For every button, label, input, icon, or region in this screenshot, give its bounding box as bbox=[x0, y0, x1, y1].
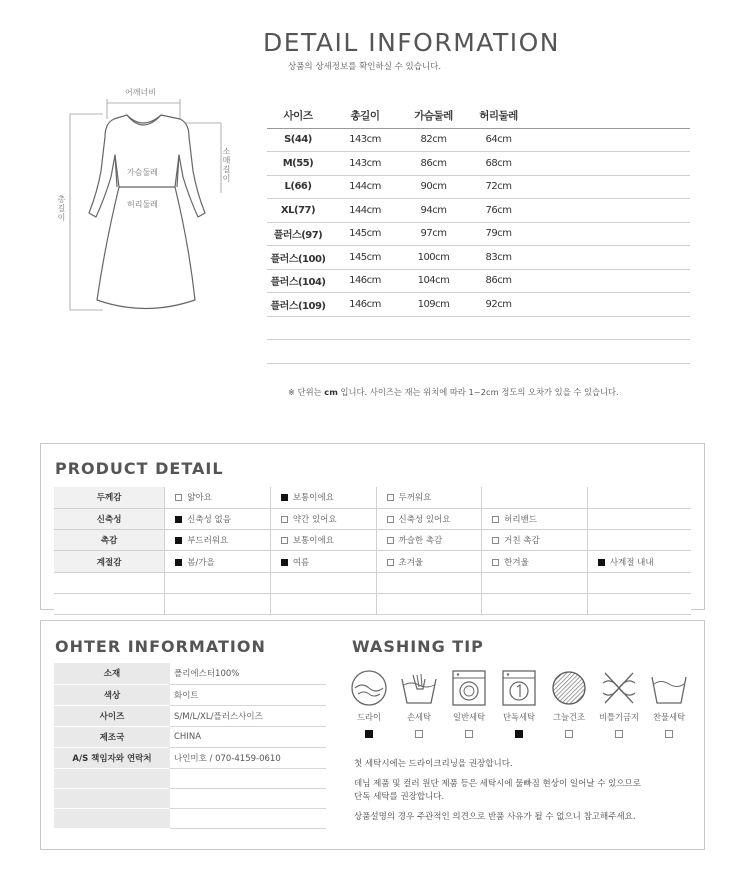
detail-title: DETAIL INFORMATION bbox=[263, 28, 560, 57]
unit-note-prefix: ※ 단위는 bbox=[288, 387, 325, 397]
waist-cell: 72cm bbox=[466, 175, 531, 199]
chest-label: 가슴둘레 bbox=[127, 168, 158, 177]
size-row-blank bbox=[267, 316, 690, 340]
wash-item-no-wring bbox=[596, 669, 642, 742]
empty-cell bbox=[170, 808, 326, 828]
product-detail-option bbox=[270, 551, 376, 572]
option-checkbox bbox=[175, 559, 182, 566]
other-info-label: 사이즈 bbox=[54, 705, 170, 726]
chest-cell: 100cm bbox=[401, 246, 466, 270]
product-detail-option bbox=[482, 508, 588, 529]
separate-wash-icon bbox=[499, 669, 539, 707]
other-info-row bbox=[54, 663, 326, 684]
empty-cell bbox=[531, 246, 690, 270]
unit-note-suffix: 입니다. 사이즈는 재는 위치에 따라 1~2cm 정도의 오차가 있을 수 있습니다. bbox=[337, 387, 619, 397]
option-checkbox bbox=[281, 516, 288, 523]
other-info-label: 색상 bbox=[54, 684, 170, 705]
option-checkbox bbox=[387, 559, 394, 566]
product-detail-option bbox=[376, 508, 482, 529]
empty-cell bbox=[376, 593, 482, 614]
option-checkbox bbox=[492, 516, 499, 523]
empty-cell bbox=[54, 788, 170, 808]
other-info-label: 소재 bbox=[54, 663, 170, 684]
empty-cell bbox=[170, 768, 326, 788]
size-cell: XL(77) bbox=[267, 199, 329, 223]
machine-wash-icon bbox=[449, 669, 489, 707]
size-table-header bbox=[267, 104, 690, 128]
wash-checkbox bbox=[665, 730, 673, 738]
product-detail-option bbox=[482, 530, 588, 551]
other-info-label: 제조국 bbox=[54, 726, 170, 747]
empty-cell bbox=[531, 152, 690, 176]
size-table bbox=[267, 104, 690, 364]
washing-icons bbox=[346, 669, 691, 749]
size-cell: 플러스(97) bbox=[267, 222, 329, 246]
chest-cell: 82cm bbox=[401, 128, 466, 152]
waist-header: 허리둘레 bbox=[466, 104, 531, 128]
other-info-row-blank bbox=[54, 788, 326, 808]
size-cell: 플러스(100) bbox=[267, 246, 329, 270]
waist-label: 허리둘레 bbox=[127, 200, 158, 209]
product-detail-option bbox=[165, 487, 271, 508]
product-detail-option bbox=[376, 487, 482, 508]
other-info-row bbox=[54, 747, 326, 768]
chest-cell: 86cm bbox=[401, 152, 466, 176]
waist-cell: 86cm bbox=[466, 269, 531, 293]
size-row bbox=[267, 152, 690, 176]
other-info-panel bbox=[40, 620, 705, 850]
option-label: 한겨울 bbox=[504, 557, 529, 568]
wash-item-hand-wash bbox=[396, 669, 442, 742]
length-cell: 144cm bbox=[329, 199, 401, 223]
option-label: 허리밴드 bbox=[504, 514, 538, 525]
product-detail-option bbox=[587, 508, 691, 529]
other-info-table bbox=[54, 663, 326, 829]
wash-item-machine-wash bbox=[446, 669, 492, 742]
empty-header bbox=[531, 104, 690, 128]
waist-cell: 92cm bbox=[466, 293, 531, 317]
product-detail-option bbox=[165, 551, 271, 572]
size-cell: L(66) bbox=[267, 175, 329, 199]
product-detail-option bbox=[165, 530, 271, 551]
wash-checkbox bbox=[615, 730, 623, 738]
cold-wash-icon bbox=[649, 669, 689, 707]
chest-cell: 104cm bbox=[401, 269, 466, 293]
other-info-row bbox=[54, 726, 326, 747]
size-header: 사이즈 bbox=[267, 104, 329, 128]
option-checkbox bbox=[175, 494, 182, 501]
wash-label: 단독세탁 bbox=[502, 712, 536, 722]
empty-cell bbox=[54, 593, 165, 614]
size-row bbox=[267, 246, 690, 270]
dry-clean-icon bbox=[349, 669, 389, 707]
option-checkbox bbox=[598, 559, 605, 566]
chest-cell: 94cm bbox=[401, 199, 466, 223]
empty-cell bbox=[54, 808, 170, 828]
empty-cell bbox=[587, 572, 691, 593]
size-row bbox=[267, 128, 690, 152]
size-cell: M(55) bbox=[267, 152, 329, 176]
chest-cell: 90cm bbox=[401, 175, 466, 199]
option-label: 약간 있어요 bbox=[292, 514, 337, 525]
length-cell: 146cm bbox=[329, 269, 401, 293]
hand-wash-icon bbox=[399, 669, 439, 707]
size-row bbox=[267, 269, 690, 293]
size-row bbox=[267, 293, 690, 317]
wash-item-shade-dry bbox=[546, 669, 592, 742]
option-checkbox bbox=[175, 516, 182, 523]
option-label: 부드러워요 bbox=[187, 536, 229, 547]
other-info-row-blank bbox=[54, 768, 326, 788]
empty-cell bbox=[482, 593, 588, 614]
option-label: 보통이에요 bbox=[292, 493, 334, 504]
option-label: 까슬한 촉감 bbox=[398, 536, 443, 547]
length-cell: 145cm bbox=[329, 246, 401, 270]
empty-cell bbox=[531, 222, 690, 246]
length-cell: 143cm bbox=[329, 128, 401, 152]
empty-cell bbox=[54, 572, 165, 593]
product-detail-label: 계절감 bbox=[54, 551, 165, 572]
wash-label: 그늘건조 bbox=[552, 712, 586, 722]
option-label: 봄/가을 bbox=[187, 557, 215, 568]
empty-cell bbox=[531, 199, 690, 223]
empty-cell bbox=[270, 572, 376, 593]
waist-cell: 83cm bbox=[466, 246, 531, 270]
empty-cell bbox=[170, 788, 326, 808]
product-detail-title: PRODUCT DETAIL bbox=[55, 459, 224, 478]
length-cell: 144cm bbox=[329, 175, 401, 199]
product-detail-table bbox=[54, 487, 691, 615]
other-info-value: CHINA bbox=[170, 726, 326, 747]
wash-item-separate-wash bbox=[496, 669, 542, 742]
size-row bbox=[267, 175, 690, 199]
empty-cell bbox=[531, 269, 690, 293]
empty-cell bbox=[267, 316, 690, 340]
product-detail-label: 두께감 bbox=[54, 487, 165, 508]
chest-cell: 109cm bbox=[401, 293, 466, 317]
option-checkbox bbox=[492, 537, 499, 544]
option-label: 두꺼워요 bbox=[398, 493, 432, 504]
option-checkbox bbox=[387, 537, 394, 544]
wash-label: 찬물세탁 bbox=[652, 712, 686, 722]
waist-cell: 64cm bbox=[466, 128, 531, 152]
length-cell: 143cm bbox=[329, 152, 401, 176]
size-row bbox=[267, 199, 690, 223]
shoulder-label: 어깨너비 bbox=[125, 88, 156, 97]
product-detail-option bbox=[587, 551, 691, 572]
waist-cell: 76cm bbox=[466, 199, 531, 223]
waist-cell: 79cm bbox=[466, 222, 531, 246]
product-detail-option bbox=[376, 551, 482, 572]
product-detail-option bbox=[270, 508, 376, 529]
empty-cell bbox=[165, 593, 271, 614]
option-label: 초겨울 bbox=[398, 557, 424, 568]
other-info-row-blank bbox=[54, 808, 326, 828]
product-detail-label: 촉감 bbox=[54, 530, 165, 551]
empty-cell bbox=[165, 572, 271, 593]
wash-label: 손세탁 bbox=[406, 712, 432, 722]
length-label: 총길이 bbox=[57, 195, 66, 222]
detail-subtitle: 상품의 상세정보를 확인하실 수 있습니다. bbox=[288, 62, 442, 72]
product-detail-row bbox=[54, 530, 691, 551]
empty-cell bbox=[54, 768, 170, 788]
wash-item-cold-wash bbox=[646, 669, 692, 742]
wash-item-dry-clean bbox=[346, 669, 392, 742]
option-checkbox bbox=[281, 559, 288, 566]
product-detail-option bbox=[270, 487, 376, 508]
product-detail-option bbox=[587, 487, 691, 508]
option-checkbox bbox=[281, 537, 288, 544]
option-label: 거친 촉감 bbox=[504, 536, 540, 547]
washing-tip-title: WASHING TIP bbox=[352, 637, 484, 656]
product-detail-row bbox=[54, 551, 691, 572]
wash-checkbox bbox=[365, 730, 373, 738]
no-wring-icon bbox=[599, 669, 639, 707]
empty-cell bbox=[531, 128, 690, 152]
empty-cell bbox=[482, 572, 588, 593]
wash-checkbox bbox=[465, 730, 473, 738]
other-info-value: 화이트 bbox=[170, 684, 326, 705]
other-info-row bbox=[54, 684, 326, 705]
wash-note: 단독 세탁를 권장합니다. bbox=[354, 792, 445, 802]
option-checkbox bbox=[281, 494, 288, 501]
chest-header: 가슴둘레 bbox=[401, 104, 466, 128]
option-label: 신축성 있어요 bbox=[398, 514, 451, 525]
unit-note-unit: cm bbox=[324, 387, 338, 397]
option-label: 보통이에요 bbox=[292, 536, 334, 547]
other-info-value: 폴리에스터100% bbox=[170, 663, 326, 684]
wash-note: 첫 세탁시에는 드라이크리닝을 권장합니다. bbox=[354, 759, 513, 769]
option-label: 사계절 내내 bbox=[609, 557, 654, 568]
waist-cell: 68cm bbox=[466, 152, 531, 176]
wash-note: 데님 제품 및 컬러 원단 제품 등은 세탁시에 물빠짐 현상이 일어날 수 있으므로 bbox=[354, 779, 641, 789]
option-label: 신축성 없음 bbox=[187, 514, 231, 525]
product-detail-row bbox=[54, 487, 691, 508]
size-cell: 플러스(104) bbox=[267, 269, 329, 293]
product-detail-label: 신축성 bbox=[54, 508, 165, 529]
size-cell: S(44) bbox=[267, 128, 329, 152]
wash-checkbox bbox=[565, 730, 573, 738]
product-detail-row bbox=[54, 508, 691, 529]
other-info-label: A/S 책임자와 연락처 bbox=[54, 747, 170, 768]
other-info-value: 나인미호 / 070-4159-0610 bbox=[170, 747, 326, 768]
wash-checkbox bbox=[415, 730, 423, 738]
wash-label: 비틀기금지 bbox=[598, 712, 640, 722]
option-label: 여름 bbox=[292, 557, 310, 568]
product-detail-option bbox=[165, 508, 271, 529]
empty-cell bbox=[587, 593, 691, 614]
option-label: 얇아요 bbox=[187, 493, 212, 504]
other-info-title: OHTER INFORMATION bbox=[55, 637, 266, 656]
product-detail-row-blank bbox=[54, 572, 691, 593]
length-cell: 145cm bbox=[329, 222, 401, 246]
product-detail-option bbox=[482, 487, 588, 508]
size-row bbox=[267, 222, 690, 246]
empty-cell bbox=[270, 593, 376, 614]
product-detail-row-blank bbox=[54, 593, 691, 614]
length-header: 총길이 bbox=[329, 104, 401, 128]
other-info-row bbox=[54, 705, 326, 726]
other-info-value: S/M/L/XL/플러스사이즈 bbox=[170, 705, 326, 726]
wash-label: 드라이 bbox=[356, 712, 382, 722]
size-row-blank bbox=[267, 340, 690, 364]
option-checkbox bbox=[175, 537, 182, 544]
wash-note: 상품설명의 경우 주관적인 의견으로 반품 사유가 될 수 없으니 참고해주세요. bbox=[354, 812, 636, 822]
empty-cell bbox=[267, 340, 690, 364]
option-checkbox bbox=[387, 516, 394, 523]
empty-cell bbox=[531, 175, 690, 199]
product-detail-option bbox=[587, 530, 691, 551]
product-detail-option bbox=[376, 530, 482, 551]
chest-cell: 97cm bbox=[401, 222, 466, 246]
length-cell: 146cm bbox=[329, 293, 401, 317]
empty-cell bbox=[531, 293, 690, 317]
empty-cell bbox=[376, 572, 482, 593]
size-cell: 플러스(109) bbox=[267, 293, 329, 317]
sleeve-label: 소매길이 bbox=[222, 147, 231, 183]
option-checkbox bbox=[387, 494, 394, 501]
wash-label: 일반세탁 bbox=[452, 712, 486, 722]
product-detail-option bbox=[482, 551, 588, 572]
unit-note bbox=[288, 386, 619, 398]
product-detail-option bbox=[270, 530, 376, 551]
option-checkbox bbox=[492, 559, 499, 566]
product-detail-panel bbox=[40, 443, 705, 610]
wash-checkbox bbox=[515, 730, 523, 738]
dress-diagram bbox=[55, 85, 245, 315]
shade-dry-icon bbox=[549, 669, 589, 707]
